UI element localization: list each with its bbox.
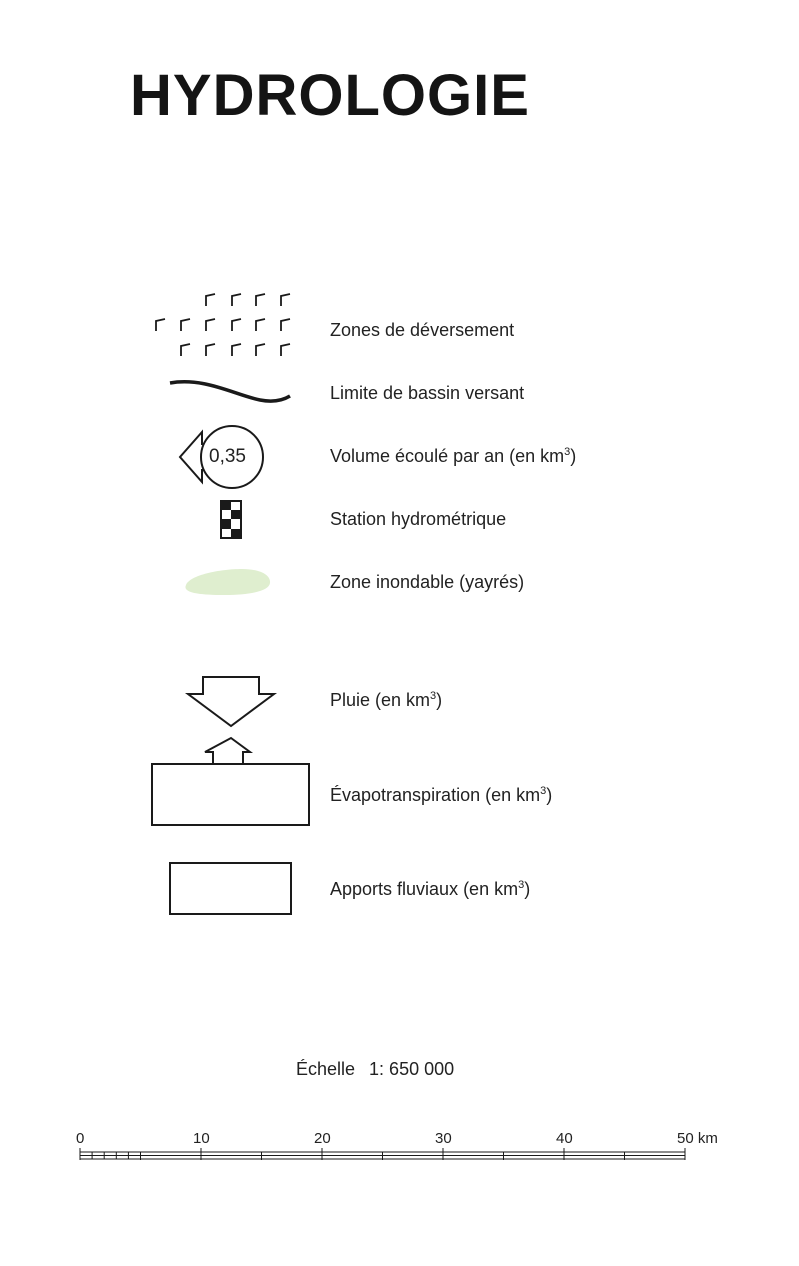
flood-zone-symbol (180, 565, 275, 600)
overflow-mark (256, 294, 265, 306)
legend-label-evapotranspiration: Évapotranspiration (en $km^3$) (330, 785, 553, 805)
overflow-mark (281, 344, 290, 356)
overflow-mark (181, 319, 190, 331)
overflow-mark (206, 294, 215, 306)
legend-label-gauging-station: Station hydrométrique (330, 509, 507, 529)
overflow-mark (206, 319, 215, 331)
scale-caption (296, 1059, 454, 1080)
overflow-mark (281, 294, 290, 306)
gauging-station-icon (220, 500, 242, 540)
legend-label-flow-volume: Volume écoulé par an (en $km^3$) (330, 446, 577, 466)
scale-bar (78, 1148, 692, 1164)
overflow-mark (181, 344, 190, 356)
scale-tick-50: 50 km (677, 1130, 718, 1147)
scale-tick-10: 10 (193, 1130, 210, 1147)
overflow-zone-symbol (150, 288, 300, 363)
overflow-mark (232, 319, 241, 331)
overflow-mark (256, 319, 265, 331)
overflow-mark (281, 319, 290, 331)
scale-tick-0: 0 (76, 1130, 85, 1147)
flow-volume-value: 0,35 (209, 446, 246, 467)
legend-label-flood-zone: Zone inondable (yayrés) (330, 572, 525, 592)
watershed-boundary-symbol (165, 375, 295, 410)
scale-tick-40: 40 (556, 1130, 573, 1147)
scale-tick-30: 30 (435, 1130, 452, 1147)
legend-label-overflow-zones: Zones de déversement (330, 320, 515, 340)
scale-word: Échelle (296, 1059, 356, 1079)
overflow-mark (156, 319, 165, 331)
scale-ratio: 1: 650 000 (369, 1059, 455, 1079)
river-inflow-symbol (168, 861, 294, 917)
legend-label-river-inflow: Apports fluviaux (en $km^3$) (330, 879, 531, 899)
map-title: HYDROLOGIE (130, 63, 530, 128)
legend-label-rainfall: Pluie (en $km^3$) (330, 690, 443, 710)
overflow-mark (256, 344, 265, 356)
overflow-mark (206, 344, 215, 356)
overflow-mark (232, 344, 241, 356)
rainfall-arrow-symbol (184, 674, 278, 730)
overflow-mark (232, 294, 241, 306)
legend-label-watershed-boundary: Limite de bassin versant (330, 383, 525, 403)
scale-tick-20: 20 (314, 1130, 331, 1147)
evapotranspiration-symbol (150, 736, 312, 829)
